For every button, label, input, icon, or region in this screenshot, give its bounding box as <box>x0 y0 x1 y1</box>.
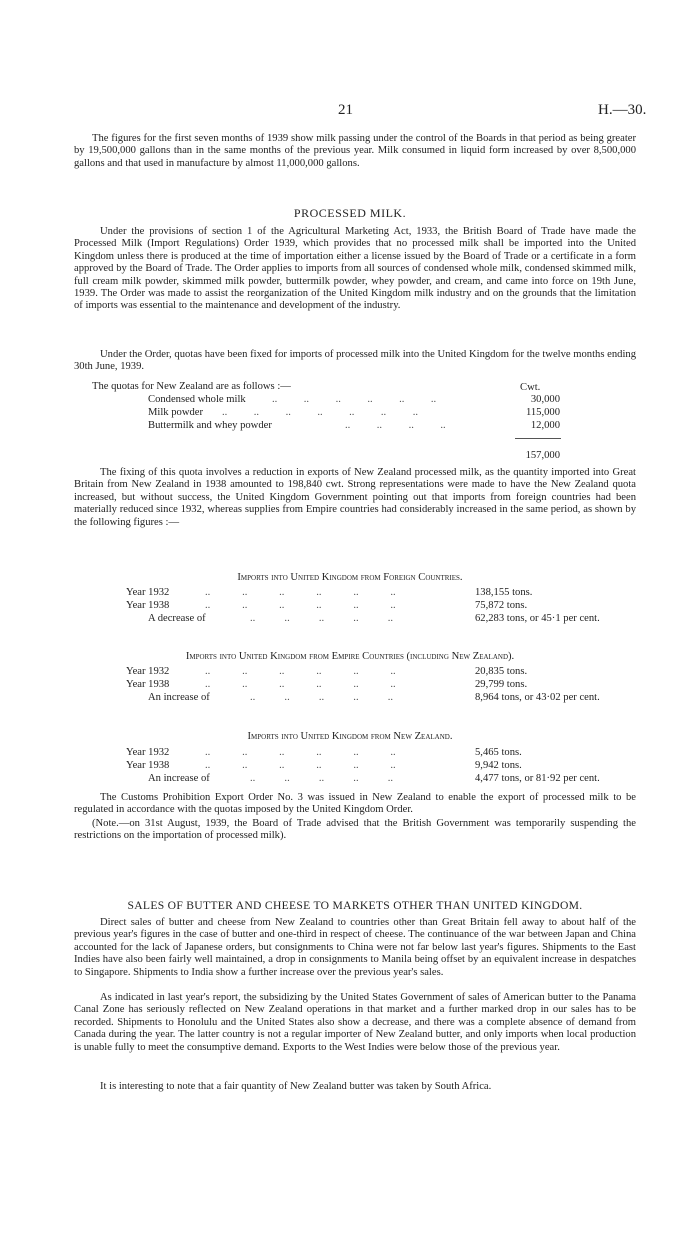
table-row <box>0 666 700 679</box>
page-number: 21 <box>338 102 353 118</box>
quota-row <box>0 394 700 407</box>
row-label: Year 1932 <box>126 747 170 758</box>
sales-paragraph-3: It is interesting to note that a fair quantity of New Zealand butter was taken by South Africa. <box>100 1081 492 1092</box>
leader-dots: .. .. .. .. .. <box>250 692 394 703</box>
quota-label: Condensed whole milk <box>148 394 246 405</box>
table-row <box>0 692 700 705</box>
quota-value: 30,000 <box>530 394 560 405</box>
row-label: Year 1938 <box>126 760 170 771</box>
row-value: 138,155 tons. <box>475 587 533 598</box>
table-row <box>0 773 700 786</box>
table-row <box>0 613 700 626</box>
document-reference: H.—30. <box>598 102 647 118</box>
leader-dots: .. .. .. .. <box>345 420 446 431</box>
table-row <box>0 760 700 773</box>
empire-imports-title: Imports into United Kingdom from Empire Countries (including New Zealand). <box>185 651 515 662</box>
leader-dots: .. .. .. .. .. .. <box>205 747 396 758</box>
table-row <box>0 747 700 760</box>
quota-paragraph: The fixing of this quota involves a reduction in exports of New Zealand processed milk, as the quantity imported into Great Britain from New Zealand in 1938 amounted to 198,840 cwt. Strong representations were made to have the New Zealand quota increased, but without success, the United Kingdom Government pointing out that imports from foreign countries had been materially reduced since 1932, whereas supplies from Empire countries had considerably increased in the same period, as shown by the following figures :— <box>74 467 636 528</box>
table-row <box>0 679 700 692</box>
quota-value: 115,000 <box>525 407 560 418</box>
quota-row <box>0 420 700 433</box>
intro-paragraph: The figures for the first seven months of 1939 show milk passing under the control of the Boards in that period as being greater by 19,500,000 gallons than in the same months of the previous year. Milk consumed in liquid form increased by over 8,500,000 gallons and that used in manufacture by almost 11,000,000 gallons. <box>74 133 636 169</box>
leader-dots: .. .. .. .. .. .. <box>272 394 437 405</box>
nz-imports-title: Imports into United Kingdom from New Zealand. <box>247 731 453 742</box>
row-label: Year 1932 <box>126 587 170 598</box>
row-label: Year 1938 <box>126 679 170 690</box>
quota-row <box>0 407 700 420</box>
row-label: Year 1938 <box>126 600 170 611</box>
row-value: 9,942 tons. <box>475 760 522 771</box>
row-value: 4,477 tons, or 81·92 per cent. <box>475 773 600 784</box>
row-value: 5,465 tons. <box>475 747 522 758</box>
sales-paragraph-2: As indicated in last year's report, the subsidizing by the United States Government of sales of American butter to the Panama Canal Zone has seriously reflected on New Zealand operations in that market and a further marked drop in our sales has to be recorded. Shipments to Honolulu and the United States also show a decrease, and there was a complete absence of demand from Canada during the year. The latter country is not a regular importer of New Zealand butter, and only imports when local production is unable fully to meet the consumptive demand. Exports to the West Indies were below those of the previous year. <box>74 992 636 1053</box>
row-label: An increase of <box>148 773 210 784</box>
leader-dots: .. .. .. .. .. .. <box>205 679 396 690</box>
leader-dots: .. .. .. .. .. .. <box>205 666 396 677</box>
processed-milk-heading: PROCESSED MILK. <box>293 206 407 220</box>
table-row <box>0 587 700 600</box>
row-value: 62,283 tons, or 45·1 per cent. <box>475 613 600 624</box>
quota-intro: The quotas for New Zealand are as follows :— <box>92 381 291 392</box>
table-row <box>0 600 700 613</box>
leader-dots: .. .. .. .. .. .. <box>205 760 396 771</box>
quota-total: 157,000 <box>525 450 560 461</box>
processed-paragraph-1: Under the provisions of section 1 of the Agricultural Marketing Act, 1933, the British Board of Trade have made the Processed Milk (Import Regulations) Order 1939, which provides that no processed milk shall be imported into the United Kingdom unless there is produced at the time of importation either a license issued by the Board of Trade or a certificate in a form approved by the Board of Trade. The Order applies to imports from all sources of condensed whole milk, condensed skimmed milk, full cream milk powder, skimmed milk powder, buttermilk powder, whey powder, and cream, and came into force on 19th June, 1939. The Order was made to assist the reorganization of the United Kingdom milk industry and on the grounds that the limitation of imports was essential to the maintenance and development of the industry. <box>74 226 636 312</box>
row-value: 8,964 tons, or 43·02 per cent. <box>475 692 600 703</box>
quota-unit: Cwt. <box>520 382 541 393</box>
row-label: A decrease of <box>148 613 206 624</box>
leader-dots: .. .. .. .. .. <box>250 773 394 784</box>
processed-paragraph-2: Under the Order, quotas have been fixed for imports of processed milk into the United Kingdom for the twelve months ending 30th June, 1939. <box>74 349 636 373</box>
sales-paragraph-1: Direct sales of butter and cheese from New Zealand to countries other than Great Britain fell away to about half of the previous year's figures in the case of butter and one-third in respect of cheese. The continuance of the war between Japan and China accounted for the lack of Japanese orders, but consignments to China were not far below last year's figures. Shipments to the East Indies have also been fairly well maintained, a drop in consignments to Manila being offset by an equivalent increase in despatches to Singapore. Shipments to India show a further increase over the previous year's sales. <box>74 917 636 978</box>
total-rule <box>515 438 561 439</box>
quota-value: 12,000 <box>530 420 560 431</box>
sales-heading: SALES OF BUTTER AND CHEESE TO MARKETS OTHER THAN UNITED KINGDOM. <box>127 899 583 912</box>
row-label: Year 1932 <box>126 666 170 677</box>
quota-label: Milk powder <box>148 407 204 418</box>
customs-paragraph: The Customs Prohibition Export Order No. 3 was issued in New Zealand to enable the export of processed milk to be regulated in accordance with the quotas imposed by the United Kingdom Order. <box>74 792 636 816</box>
note-paragraph: (Note.—on 31st August, 1939, the Board of Trade advised that the British Government was temporarily suspending the restrictions on the importation of processed milk). <box>74 818 636 842</box>
foreign-imports-title: Imports into United Kingdom from Foreign Countries. <box>237 572 463 583</box>
row-value: 29,799 tons. <box>475 679 528 690</box>
quota-label: Buttermilk and whey powder <box>148 420 272 431</box>
row-value: 75,872 tons. <box>475 600 528 611</box>
row-label: An increase of <box>148 692 210 703</box>
row-value: 20,835 tons. <box>475 666 528 677</box>
leader-dots: .. .. .. .. .. .. <box>205 600 396 611</box>
leader-dots: .. .. .. .. .. .. <box>205 587 396 598</box>
leader-dots: .. .. .. .. .. <box>250 613 394 624</box>
leader-dots: .. .. .. .. .. .. .. <box>222 407 418 418</box>
